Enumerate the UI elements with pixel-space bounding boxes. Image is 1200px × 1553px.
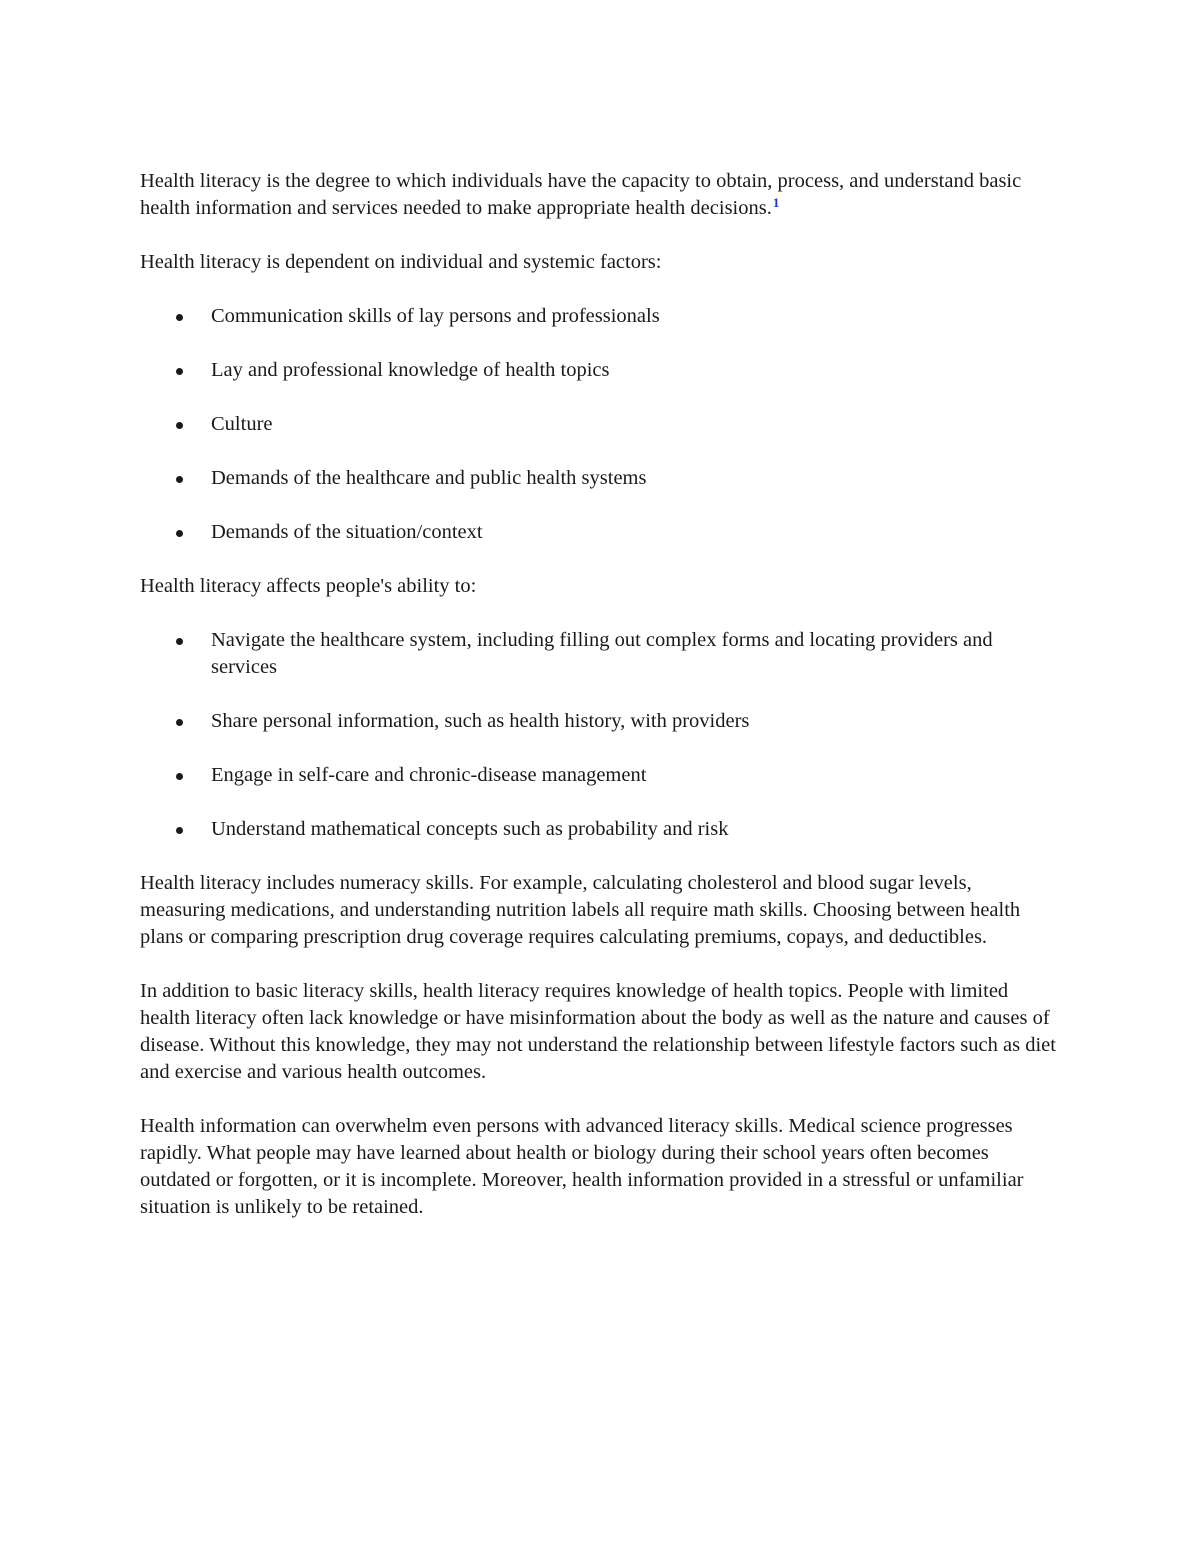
bullet-icon	[176, 530, 183, 537]
list-item-text: Communication skills of lay persons and professionals	[211, 305, 660, 327]
list-item	[140, 627, 1060, 681]
list-item-text: Demands of the healthcare and public health systems	[211, 467, 647, 489]
list-item-text: Lay and professional knowledge of health topics	[211, 359, 610, 381]
paragraph-overwhelm: Health information can overwhelm even persons with advanced literacy skills. Medical science progresses rapidly. What people may have learned about health or biology during their school years often becomes outdated or forgotten, or it is incomplete. Moreover, health information provided in a stressful or unfamiliar situation is unlikely to be retained.	[140, 1115, 1024, 1218]
factors-list	[140, 303, 1060, 546]
bullet-icon	[176, 773, 183, 780]
paragraph-abilities-intro: Health literacy affects people's ability to:	[140, 575, 477, 597]
paragraph-factors-intro: Health literacy is dependent on individual and systemic factors:	[140, 251, 662, 273]
list-item	[140, 762, 1060, 789]
paragraph-definition	[140, 168, 1060, 222]
bullet-icon	[176, 368, 183, 375]
list-item	[140, 519, 1060, 546]
footnote-link[interactable]: 1	[772, 195, 780, 210]
paragraph-knowledge: In addition to basic literacy skills, health literacy requires knowledge of health topics. People with limited health literacy often lack knowledge or have misinformation about the body as well as the nature and causes of disease. Without this knowledge, they may not understand the relationship between lifestyle factors such as diet and exercise and various health outcomes.	[140, 980, 1056, 1083]
abilities-list	[140, 627, 1060, 843]
bullet-icon	[176, 719, 183, 726]
list-item	[140, 303, 1060, 330]
bullet-icon	[176, 638, 183, 645]
list-item-text: Culture	[211, 413, 273, 435]
list-item-text: Share personal information, such as health history, with providers	[211, 710, 750, 732]
list-item	[140, 816, 1060, 843]
document-page	[140, 168, 1060, 1248]
list-item	[140, 708, 1060, 735]
list-item-text: Understand mathematical concepts such as probability and risk	[211, 818, 729, 840]
list-item	[140, 411, 1060, 438]
bullet-icon	[176, 476, 183, 483]
bullet-icon	[176, 422, 183, 429]
list-item-text: Demands of the situation/context	[211, 521, 483, 543]
list-item	[140, 465, 1060, 492]
definition-text: Health literacy is the degree to which individuals have the capacity to obtain, process, and understand basic health information and services needed to make appropriate health decisions.	[140, 170, 1022, 219]
bullet-icon	[176, 827, 183, 834]
list-item	[140, 357, 1060, 384]
list-item-text: Engage in self-care and chronic-disease management	[211, 764, 647, 786]
list-item-text: Navigate the healthcare system, including filling out complex forms and locating providers and services	[211, 629, 993, 678]
paragraph-numeracy: Health literacy includes numeracy skills. For example, calculating cholesterol and blood sugar levels, measuring medications, and understanding nutrition labels all require math skills. Choosing between health plans or comparing prescription drug coverage requires calculating premiums, copays, and deductibles.	[140, 872, 1021, 948]
bullet-icon	[176, 314, 183, 321]
